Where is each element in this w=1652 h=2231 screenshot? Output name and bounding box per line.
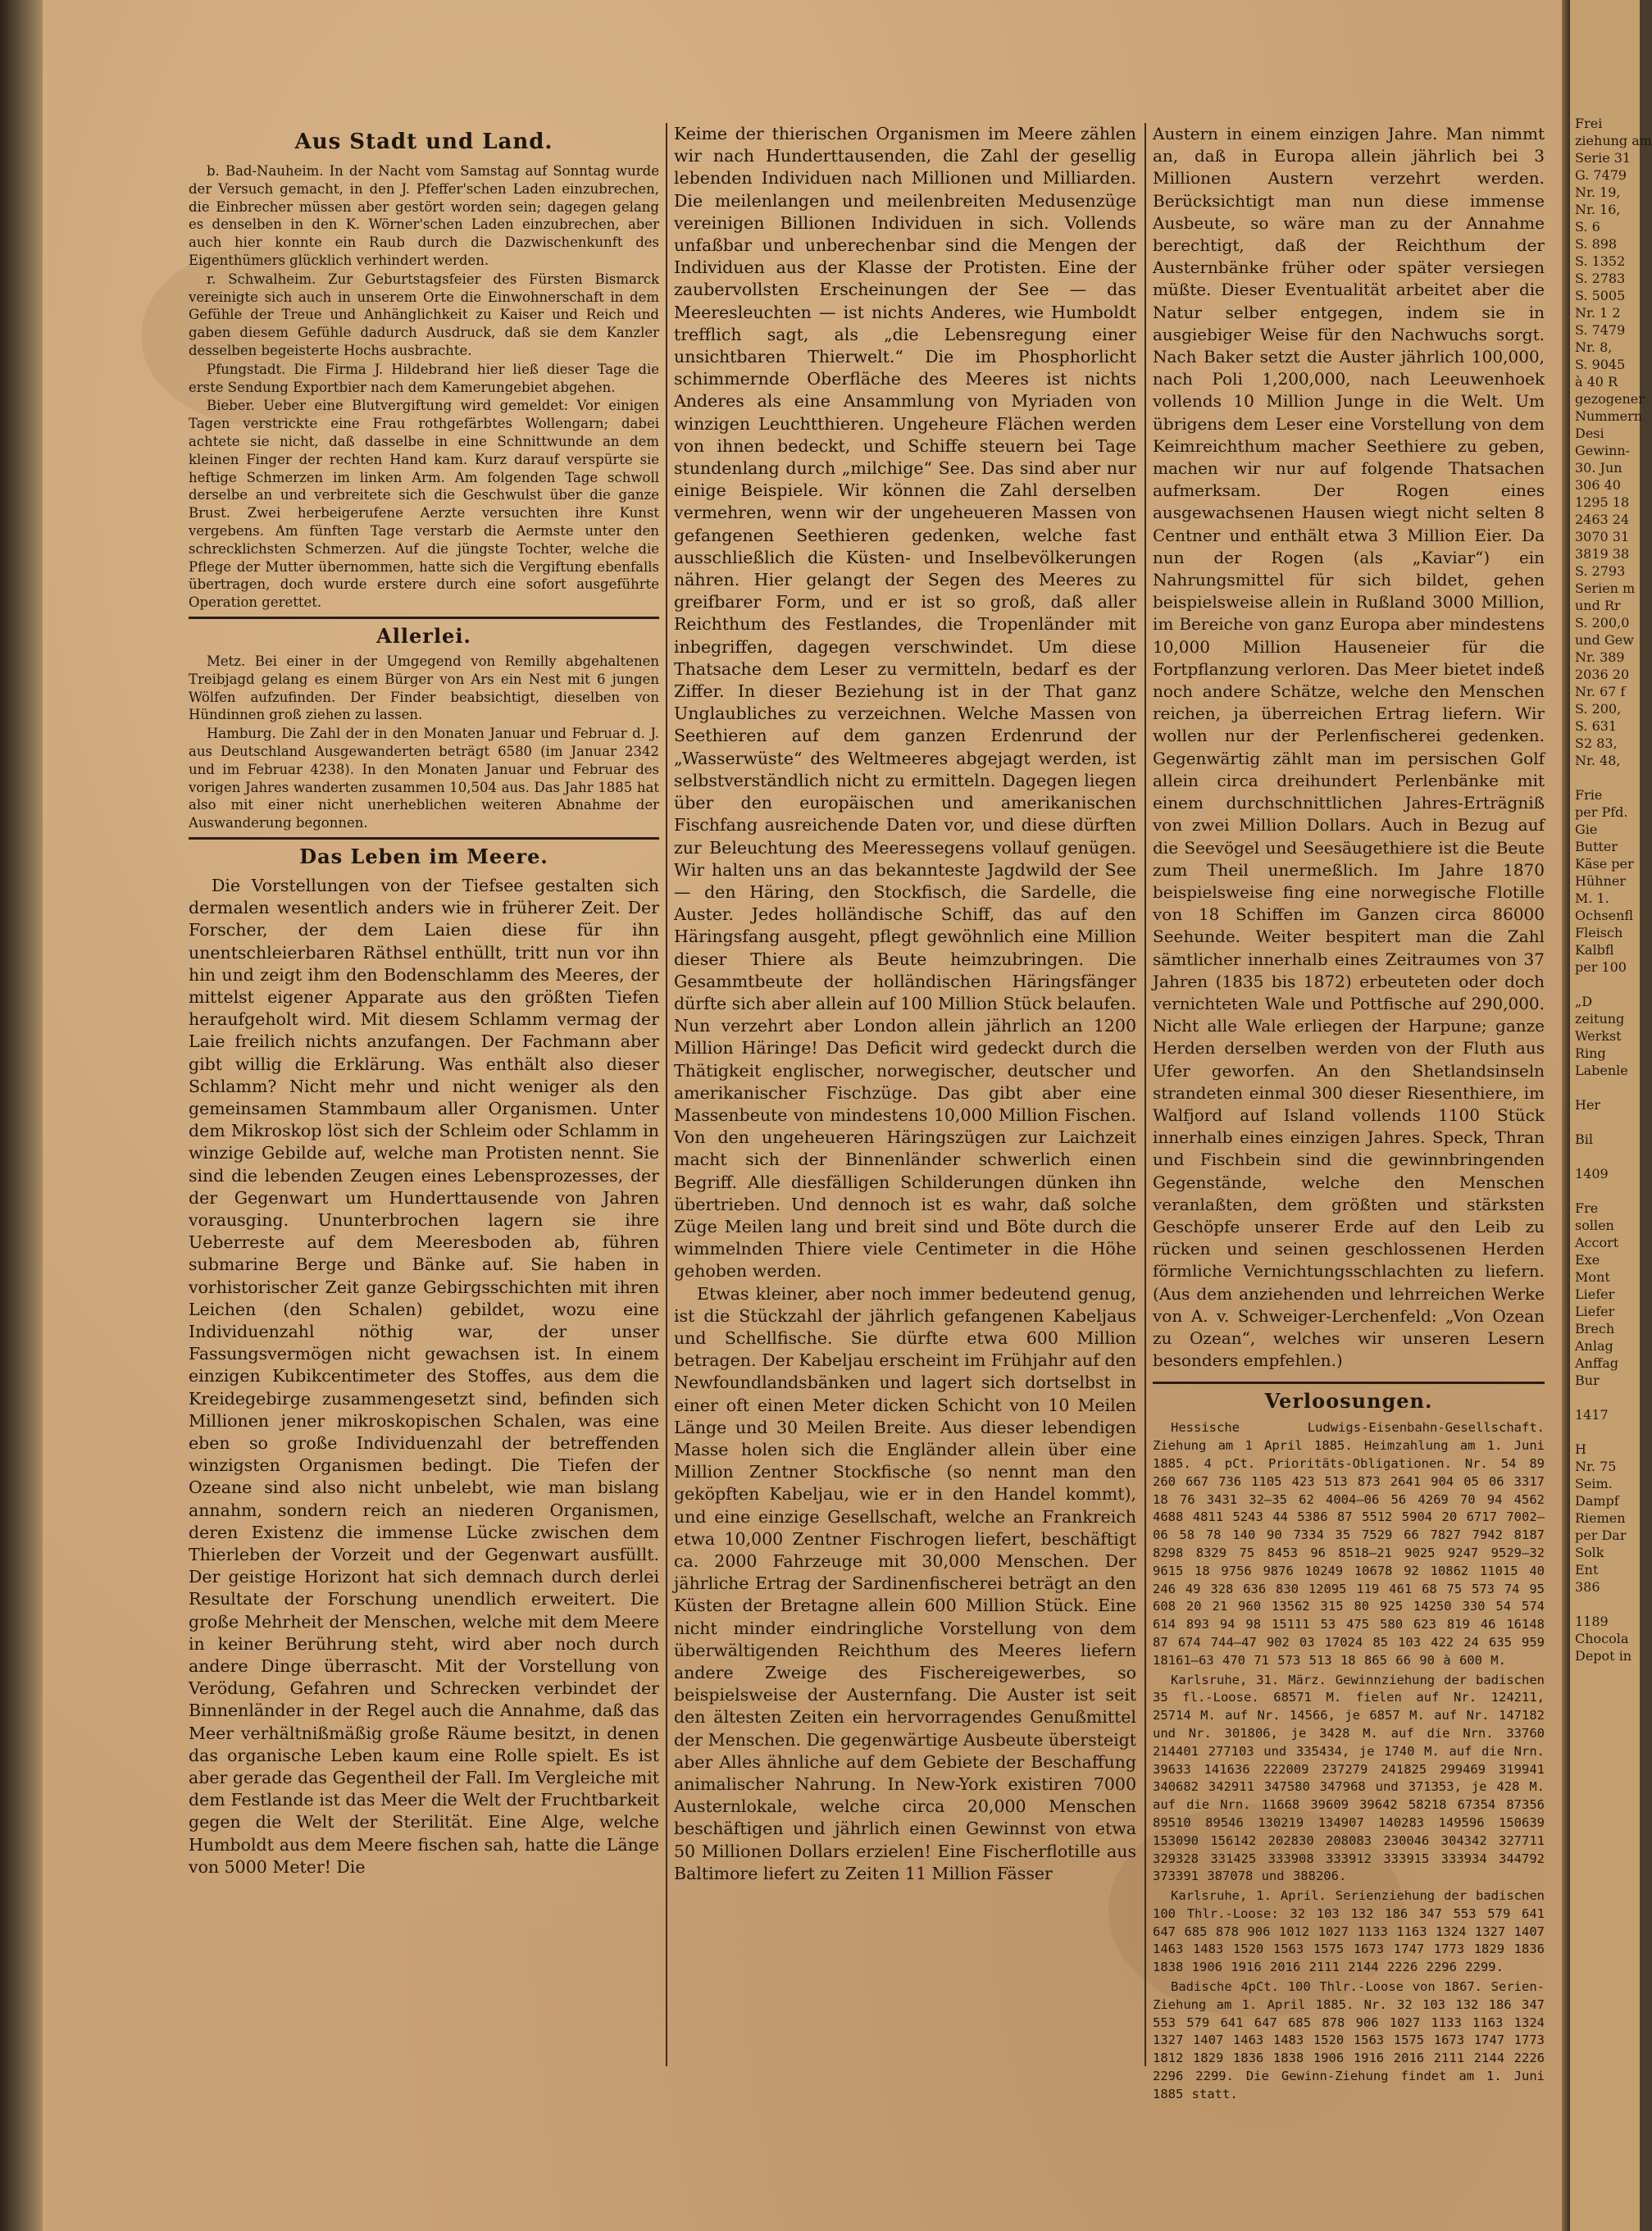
next-page-line: Ochsenfl [1575,908,1634,923]
article-life-in-the-sea-part-1: Die Vorstellungen von der Tiefsee gestalten sich dermalen wesentlich anders wie in früherer Zeit. Der Forscher, der dem Laien diese für ihn unentschleierbaren Räthsel enthüllt, tritt nun vor ihn hin und zeigt ihm den Bodenschlamm des Meeres, der mittelst eigener Apparate aus den größten Tiefen heraufgeholt wird. Mit diesem Schlamm vermag der Laie freilich nichts anzufangen. Der Fachmann aber gibt willig die Erklärung. Was enthält also dieser Schlamm? Nicht mehr und nicht weniger als den gemeinsamen Stammbaum aller Organismen. Unter dem Mikroskop löst sich der Schleim oder Schlamm in winzige Gebilde auf, welche man Protisten nennt. Sie sind die lebenden Zeugen eines Lebensprozesses, der der Gegenwart um Hunderttausende von Jahren vorausging. Ununterbrochen lagern sie ihre Ueberreste auf dem Meeresboden ab, führen submarine Berge und Bänke auf. Sie haben in vorhistorischer Zeit ganze Gebirgsschichten mit ihren Leichen (den Schalen) gebildet, wozu eine Individuenzahl nöthig war, der unser Fassungsvermögen nicht gewachsen ist. In einem einzigen Kubikcentimeter des Stoffes, aus dem die Kreidegebirge zusammengesetzt sind, befinden sich Millionen jener mikroskopischen Schalen, was eine eben so große Individuenzahl der betreffenden winzigsten Organismen bedingt. Die Tiefen der Ozeane sind also nicht unbelebt, wie man bislang annahm, sondern reich an niederen Organismen, deren Existenz die immense Lücke zwischen dem Thierleben der Vorzeit und der Gegenwart ausfüllt. Der geistige Horizont hat sich demnach durch derlei Resultate der Forschung unendlich erweitert. Die große Mehrheit der Menschen, welche mit dem Meere in keiner Berührung steht, wird aber noch durch andere Dinge überrascht. Mit der Vorstellung von Verödung, Gefahren und Schrecken verbindet der Binnenländer in der Regel auch die Annahme, daß das Meer verhältnißmäßig große Räume besitzt, in denen das organische Leben kaum eine Rolle spielt. Es ist aber gerade das Gegentheil der Fall. Im Vergleiche mit dem Festlande ist das Meer die Welt der Fruchtbarkeit gegen die Welt der Sterilität. Eine Alge, welche Humboldt aus dem Meere fischen sah, hatte die Länge von 5000 Meter! Die [189,875,659,1877]
next-page-line: zeitung [1575,1011,1625,1027]
next-page-line: Anffag [1575,1355,1619,1371]
next-page-line: Nr. 16, [1575,202,1621,217]
lottery-baden-1867: Badische 4pCt. 100 Thlr.-Loose von 1867. Serien-Ziehung am 1. April 1885. Nr. 32 103 132 186 347 553 579 641 647 685 878 906 1027 1133 1163 1324 1327 1407 1463 1483 1520 1563 1575 1673 1747 1773 1812 1829 1836 1838 1906 1916 2016 2111 2144 2226 2296 2299. Die Gewinn-Ziehung findet am 1. Juni 1885 statt. [1153,1979,1545,2101]
next-page-line: 386 [1575,1579,1600,1595]
next-page-line: Frie [1575,787,1603,803]
next-page-line: Fre [1575,1200,1599,1216]
next-page-line: per 100 [1575,959,1627,975]
next-page-line: S. 2793 [1575,563,1626,579]
next-page-line: Nr. 67 f [1575,684,1626,699]
next-page-line: 3070 31 [1575,529,1630,544]
next-page-line: Hühner [1575,873,1626,889]
next-page-line: Käse per [1575,856,1634,872]
next-page-line: ziehung am [1575,133,1652,148]
next-page-line: S. 9045 [1575,357,1626,372]
next-page-line: Ring [1575,1045,1606,1061]
next-page-line: Anlag [1575,1338,1613,1354]
section-divider [1153,1382,1545,1384]
next-page-line: Chocola [1575,1631,1629,1646]
next-page-line [1575,1596,1640,1613]
next-page-line: 2463 24 [1575,512,1630,527]
next-page-line: 1409 [1575,1166,1609,1182]
next-page-line: Nr. 8, [1575,339,1613,355]
next-page-line: Gewinn- [1575,443,1631,458]
next-page-line: Nummern [1575,408,1643,424]
next-page-line [1575,1423,1640,1441]
next-page-line: S. 200, [1575,701,1622,717]
next-page-line [1575,1389,1640,1406]
section-divider [189,837,659,840]
next-page-line: Ent [1575,1562,1599,1578]
next-page-line: Desi [1575,426,1604,441]
next-page-line: à 40 R [1575,374,1618,389]
article-schwalheim: r. Schwalheim. Zur Geburtstagsfeier des Fürsten Bismarck vereinigte sich auch in unserem Orte die Einwohnerschaft in dem Gefühle der Treue und Anhänglichkeit zu Kaiser und Reich und gaben diesem Gefühle dadurch Ausdruck, daß sie dem Kanzler desselben begeisterte Hochs ausbrachte. [189,271,659,358]
next-page-line: Nr. 48, [1575,753,1621,768]
next-page-line: Brech [1575,1321,1615,1336]
next-page-line [1575,769,1640,786]
next-page-line: 1189 [1575,1614,1609,1629]
article-bad-nauheim: b. Bad-Nauheim. In der Nacht vom Samstag auf Sonntag wurde der Versuch gemacht, in den J. Pfeffer'schen Laden einzubrechen, die Einbrecher müssen aber gestört worden sein; dagegen gelang es denselben in den K. Wörner'schen Laden einzubrechen, aber auch hier konnte ein Raub durch die Dazwischenkunft des Eigenthümers glücklich verhindert werden. [189,163,659,268]
article-title-life-in-the-sea: Das Leben im Meere. [299,844,548,868]
next-page-line: Depot in [1575,1648,1632,1664]
book-spine [0,0,43,2231]
next-page-line: 1417 [1575,1407,1609,1423]
section-heading-lotteries: Verloosungen. [1264,1389,1433,1414]
next-page-line: S. 631 [1575,718,1618,734]
article-hamburg: Hamburg. Die Zahl der in den Monaten Januar und Februar d. J. aus Deutschland Ausgewanderten beträgt 6580 (im Januar 2342 und im Februar 4238). In den Monaten Januar und Februar des vorigen Jahres wanderten zusammen 10,504 aus. Das Jahr 1885 hat also mit einer nicht unerheblichen weiteren Abnahme der Auswanderung begonnen. [189,726,659,831]
next-page-line: Gie [1575,822,1598,837]
next-page-fragment [1570,0,1652,2231]
section-heading-local-news: Aus Stadt und Land. [294,130,553,154]
section-heading-miscellany: Allerlei. [376,623,471,648]
column-3 [1153,123,1545,2101]
next-page-line: H [1575,1441,1586,1457]
next-page-line: Butter [1575,839,1618,854]
next-page-line: S. 6 [1575,219,1600,234]
next-page-line: Frei [1575,116,1603,131]
page-edge-shadow [1562,0,1570,2231]
next-page-line: per Dar [1575,1528,1627,1543]
next-page-line: Accort [1575,1235,1619,1250]
article-bieber: Bieber. Ueber eine Blutvergiftung wird gemeldet: Vor einigen Tagen verstrickte eine Frau rothgefärbtes Wollengarn; dabei achtete sie nicht, daß dasselbe in eine Schnittwunde an dem kleinen Finger der rechten Hand kam. Kurz darauf verspürte sie heftige Schmerzen im linken Arm. Am folgenden Tage schwoll derselbe an und verbreitete sich die Geschwulst über die ganze Brust. Zwei herbeigerufene Aerzte versuchten ihre Kunst vergebens. Am fünften Tage verstarb die Aermste unter den schrecklichsten Schmerzen. Auf die jüngste Tochter, welche die Pflege der Mutter übernommen, hatte sich die Vergiftung ebenfalls übertragen, doch wurde erstere durch eine sofort ausgeführte Operation gerettet. [189,398,659,611]
next-page-line: Fleisch [1575,925,1623,940]
next-page-line: Bur [1575,1373,1600,1388]
next-page-text [1570,0,1652,1664]
next-page-line: S. 2783 [1575,271,1626,286]
next-page-line: Mont [1575,1269,1610,1285]
article-pfungstadt: Pfungstadt. Die Firma J. Hildebrand hier ließ dieser Tage die erste Sendung Exportbier nach dem Kamerungebiet abgehen. [189,361,659,395]
article-life-in-the-sea-part-2: Keime der thierischen Organismen im Meere zählen wir nach Hunderttausenden, die Zahl der gesellig lebenden Individuen nach Millionen und Milliarden. Die meilenlangen und meilenbreiten Medusenzüge vereinigen Billionen Individuen in sich. Vollends unfaßbar und unberechenbar sind die Mengen der Individuen aus der Klasse der Protisten. Eine der zaubervollsten Erscheinungen der See — das Meeresleuchten — ist nichts Anderes, wie Humboldt trefflich sagt, als „die Lebensregung einer unsichtbaren Thierwelt.“ Die im Phosphorlicht schimmernde Oberfläche des Meeres ist nichts Anderes als eine Ansammlung von Myriaden von winzigen Leuchtthieren. Ungeheure Flächen werden von ihnen bedeckt, und Schiffe steuern bei Tage stundenlang durch „milchige“ See. Das sind aber nur einige Beispiele. Wir können die Zahl derselben vermehren, wenn wir der ungeheueren Massen von gefangenen Seethieren gedenken, welche fast ausschließlich die Küsten- und Inselbevölkerungen nähren. Hier gelangt der Segen des Meeres zu greifbarer Form, und er ist so groß, daß aller Reichthum des Festlandes, die Tropenländer mit inbegriffen, dagegen verschwindet. Um diese Thatsache dem Leser zu vermitteln, bedarf es der Ziffer. In dieser Beziehung ist in der That ganz Unglaubliches zu verzeichnen. Welche Massen von Seethieren auf dem ganzen Erdenrund der „Wasserwüste“ des Weltmeeres abgejagt werden, ist selbstverständlich nicht zu ermitteln. Dagegen liegen über den europäischen und amerikanischen Fischfang ausreichende Daten vor, und diese dürften zur Beleuchtung des Meeressegens vollauf genügen. Wir halten uns an das bekannteste Jagdwild der See — den Häring, den Stockfisch, die Sardelle, die Auster. Jedes holländische Schiff, das auf den Häringsfang ausgeht, pflegt gewöhnlich eine Million dieser Thiere als Beute heimzubringen. Die Gesammtbeute der holländischen Häringsfänger dürfte sich aber allein auf 100 Million Stück belaufen. Nun verzehrt aber London allein jährlich an 1200 Million Häringe! Das Deficit wird gedeckt durch die Thätigkeit englischer, norwegischer, deutscher und amerikanischer Fischzüge. Das gibt aber eine Massenbeute von mindestens 10,000 Million Fischen. Von den ungeheueren Häringszügen zur Laichzeit macht sich der Binnenländer schwerlich einen Begriff. Alle diesfälligen Schilderungen dünken ihn übertrieben. Und dennoch ist es wahr, daß solche Züge Meilen lang und breit sind und Böte durch die wimmelnden Thiere viele Centimeter in die Höhe gehoben werden. [674,124,1136,1282]
column-rule [1145,123,1146,2066]
next-page-line: 30. Jun [1575,460,1622,476]
section-divider [189,617,659,619]
next-page-line: 1295 18 [1575,494,1630,510]
lottery-hessian-railway: Hessische Ludwigs-Eisenbahn-Gesellschaft. Ziehung am 1 April 1885. Heimzahlung am 1. Juni 1885. 4 pCt. Prioritäts-Obligationen. Nr. 54 89 260 667 736 1105 423 513 873 2641 904 05 06 3317 18 76 3431 32—35 62 4004—06 56 4269 70 94 4562 4688 4811 5243 44 5386 87 5512 5904 20 6717 7002—06 58 78 140 90 7334 35 7529 66 7827 7942 8187 8298 8329 75 8453 96 8518—21 9025 9247 9529—32 9615 18 9756 9876 10249 10678 92 10862 11015 40 246 49 328 636 830 12095 119 461 68 75 573 74 95 608 20 21 960 13562 315 80 925 14250 330 54 574 614 893 94 98 15111 53 475 580 623 819 46 16148 87 674 744—47 902 03 17024 85 103 422 24 635 959 18161—63 470 71 573 513 18 865 66 90 à 600 M. [1153,1420,1545,1668]
next-page-line: Labenle [1575,1063,1628,1078]
lottery-karlsruhe-100thlr: Karlsruhe, 1. April. Serienziehung der badischen 100 Thlr.-Loose: 32 103 132 186 347 553 579 641 647 685 878 906 1012 1027 1133 1163 1324 1327 1407 1463 1483 1520 1563 1575 1673 1747 1773 1829 1836 1838 1906 1916 2016 2111 2144 2226 2296 2299. [1153,1888,1545,1975]
next-page-line: Solk [1575,1545,1604,1560]
next-page-line [1575,1182,1640,1200]
article-life-in-the-sea-part-4: Austern in einem einzigen Jahre. Man nimmt an, daß in Europa allein jährlich bei 3 Millionen Austern verzehrt werden. Berücksichtigt man nun diese immense Ausbeute, so wäre man zu der Annahme berechtigt, daß der Reichthum der Austernbänke früher oder später versiegen müßte. Dieser Eventualität arbeitet aber die Natur selber entgegen, indem sie in ausgiebiger Weise für den Nachwuchs sorgt. Nach Baker setzt die Auster jährlich 100,000, nach Poli 1,200,000, nach Leeuwenhoek vollends 10 Million Junge in die Welt. Um übrigens dem Leser eine Vorstellung von dem Keimreichthum macher Seethiere zu geben, machen wir nur auf folgende Thatsachen aufmerksam. Der Rogen eines ausgewachsenen Hausen wiegt nicht selten 8 Centner und enthält etwa 3 Million Eier. Da nun der Rogen (als „Kaviar“) ein Nahrungsmittel für sich bildet, gehen beispielsweise allein in Rußland 3000 Million, im Bereiche von ganz Europa aber mindestens 10,000 Million Hauseneier für die Fortpflanzung verloren. Das Meer bietet indeß noch andere Schätze, welche den Menschen reichen, ja überreichen Ertrag liefern. Wir wollen nur der Perlenfischerei gedenken. Gegenwärtig zählt man im persischen Golf allein circa dreihundert Perlenbänke mit einem durchschnittlichen Jahres-Erträgniß von zwei Million Dollars. Auch in Bezug auf die Seevögel und Seesäugethiere ist die Beute zum Theil unermeßlich. Im Jahre 1870 beispielsweise fing eine norwegische Flotille von 18 Schiffen im Ganzen circa 86000 Seehunde. Weiter bespitert man die Zahl sämtlicher innerhalb eines Zeitraumes von 37 Jahren (1835 bis 1872) erbeuteten oder doch vernichteten Wale und Pottfische auf 290,000. Nicht alle Wale erliegen der Harpune; ganze Herden derselben werden von der Fluth aus Ufer geworfen. An den Shetlandsinseln strandeten einmal 300 dieser Riesenthiere, im Walfjord auf Island vollends 1100 Stück innerhalb eines einzigen Jahres. Speck, Thran und Fischbein sind die gewinnbringenden Gegenstände, welche den Menschen veranlaßten, dem größten und stärksten Geschöpfe unserer Erde auf den Leib zu rücken und seinen geschlossenen Herden förmliche Vernichtungsschlachten zu liefern. (Aus dem anziehenden und lehrreichen Werke von A. v. Schweiger-Lerchenfeld: „Von Ozean zu Ozean“, welches wir unseren Lesern besonders empfehlen.) [1153,124,1545,1371]
next-page-line: Seim. [1575,1476,1613,1491]
next-page-line: Liefer [1575,1304,1615,1319]
next-page-line: Liefer [1575,1286,1615,1302]
next-page-line: Werkst [1575,1028,1622,1044]
article-metz: Metz. Bei einer in der Umgegend von Remilly abgehaltenen Treibjagd gelang es einem Bürger von Ars ein Nest mit 6 jungen Wölfen aufzufinden. Der Finder beabsichtigt, dieselben von Hündinnen groß ziehen zu lassen. [189,653,659,723]
next-page-line [1575,976,1640,993]
next-page-line: Bil [1575,1131,1593,1147]
next-page-line: Kalbfl [1575,942,1614,958]
lottery-karlsruhe-35fl: Karlsruhe, 31. März. Gewinnziehung der badischen 35 fl.-Loose. 68571 M. fielen auf Nr. 124211, 25714 M. auf Nr. 14566, je 6857 M. auf Nr. 147182 und Nr. 301806, je 3428 M. auf die Nrn. 33760 214401 277103 und 335434, je 1740 M. auf die Nrn. 39633 141636 222009 237279 241825 299469 319941 340682 342911 347580 347968 und 371353, je 428 M. auf die Nrn. 11668 39609 39642 58218 67354 87356 89510 89546 130219 134907 140283 149596 150639 153090 156142 202830 208083 230046 304342 327711 329328 331425 333908 333912 333915 333934 344792 373391 387078 und 388206. [1153,1672,1545,1884]
next-page-line: M. 1. [1575,890,1609,906]
next-page-line [1575,1079,1640,1096]
next-page-line: Nr. 1 2 [1575,305,1621,321]
next-page-line: S. 5005 [1575,288,1626,303]
column-2 [674,123,1136,2074]
next-page-line: S. 200,0 [1575,615,1630,631]
next-page-line: Nr. 389 [1575,649,1625,665]
next-page-line: S. 898 [1575,236,1618,252]
next-page-line: und Rr [1575,598,1621,613]
next-page-line: sollen [1575,1218,1614,1233]
next-page-line [1575,1148,1640,1165]
next-page-line: 3819 38 [1575,546,1630,562]
next-page-line: Nr. 75 [1575,1459,1617,1474]
next-page-line: G. 7479 [1575,167,1627,183]
next-page-line: S. 7479 [1575,322,1626,338]
next-page-line: 2036 20 [1575,667,1630,682]
next-page-line: Nr. 19, [1575,184,1621,200]
next-page-line: Serien m [1575,581,1636,596]
next-page-line: Dampf [1575,1493,1619,1509]
next-page-line: 306 40 [1575,477,1621,493]
next-page-line: Serie 31 [1575,150,1632,166]
next-page-line: und Gew [1575,632,1634,648]
next-page-line: „D [1575,994,1593,1009]
column-rule [666,123,667,2066]
column-1 [189,123,659,2074]
next-page-line: gezogener [1575,391,1645,407]
next-page-line: Her [1575,1097,1601,1113]
next-page-line: Exe [1575,1252,1600,1268]
article-life-in-the-sea-part-3: Etwas kleiner, aber noch immer bedeutend genug, ist die Stückzahl der jährlich gefangenen Kabeljaus und Schellfische. Sie dürfte etwa 600 Million betragen. Der Kabeljau erscheint im Frühjahr auf den Newfoundlandsbänken und lagert sich dortselbst in einer oft einen Meter dicken Schicht von 10 Meilen Länge und 30 Meilen Breite. Aus dieser lebendigen Masse holen sich die Engländer allein über eine Million Zentner Stockfische (so nennt man den geköpften Kabeljau, wie er in den Handel kommt), und eine einzige Gesellschaft, welche an Frankreich etwa 10,000 Zentner Fischrogen liefert, beschäftigt ca. 2000 Fahrzeuge mit 30,000 Menschen. Der jährliche Ertrag der Sardinenfischerei beträgt an den Küsten der Bretagne allein 600 Million Stück. Eine nicht minder eindringliche Vorstellung von dem überwältigenden Reichthum des Meeres liefern andere Zweige des Fischereigewerbes, so beispielsweise der Austernfang. Die Auster ist seit den ältesten Zeiten ein hervorragendes Genußmittel der Menschen. Die gegenwärtige Ausbeute übersteigt aber Alles ähnliche auf dem Gebiete der Beschaffung animalischer Nahrung. In New-York existiren 7000 Austernlokale, welche circa 20,000 Menschen beschäftigen und jährlich einen Gewinnst von etwa 50 Millionen Dollars erzielen! Eine Fischerflotille aus Baltimore liefert zu Zeiten 11 Million Fässer [674,1283,1136,1883]
next-page-line: per Pfd. [1575,804,1628,820]
next-page-line: S. 1352 [1575,253,1626,269]
next-page-line: S2 83, [1575,735,1618,751]
next-page-line [1575,1113,1640,1131]
next-page-line: Riemen [1575,1510,1626,1526]
